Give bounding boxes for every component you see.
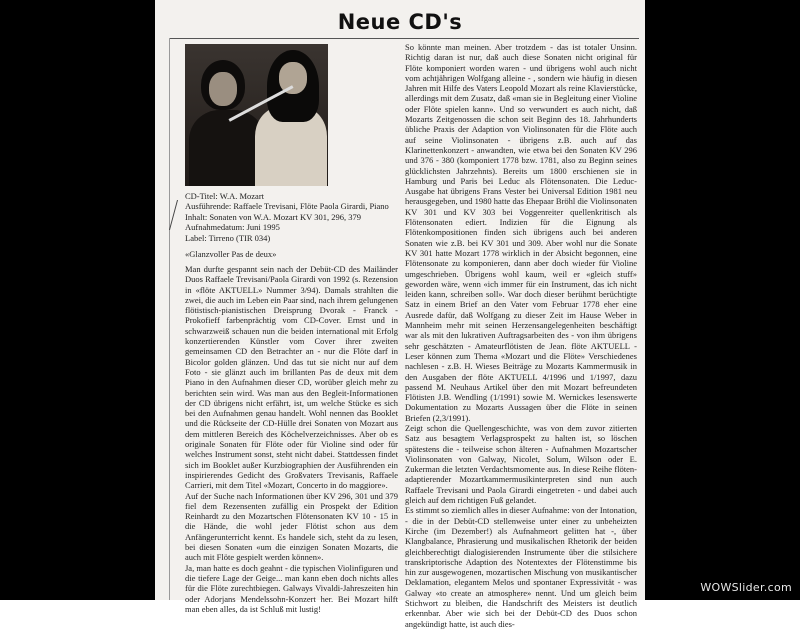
cd-performers-line: Ausführende: Raffaele Trevisani, Flöte Paola Girardi, Piano: [185, 201, 389, 212]
watermark: WOWSlider.com: [700, 581, 792, 594]
page-title: Neue CD's: [337, 10, 463, 34]
left-text-column: [185, 264, 398, 614]
left-margin-rule: [169, 38, 170, 600]
right-paragraph-1: So könnte man meinen. Aber trotzdem - das ist totaler Unsinn. Richtig daran ist nur, daß auch diese Sonaten nicht original für Flöte komponiert worden waren - und übrigens wohl auch nicht vom achtjährigen Wolfgang alleine - , sondern wie häufig in diesen Jahren mit Hilfe des Vaters Leopold Mozart als reine Klavierstücke, allerdings mit dem Zusatz, daß «man sie in Begleitung einer Violine oder Flöte spielen kann». Und so verwundert es auch nicht, daß Mozarts Zeitgenossen die schon seit Beginn des 18. Jahrhunderts übliche Praxis der Adaption von Violinsonaten für die Flöte auch auf seine Violinsonaten - übrigens z.B. auch auf das Klarinettenkonzert - anwandten, wie etwa bei den Sonaten KV 296 und 376 - 380 (komponiert 1778 bzw. 1781, also zu Beginn seines glücklichsten Jahrzehnts). Bereits um 1800 erschienen sie in Hamburg und Paris bei Leduc als Flötensonaten. Die Leduc-Ausgabe hat übrigens Frans Vester bei Universal Edition 1981 neu herausgegeben, und 1980 hatte das Ehepaar Bröhl die Violinsonaten KV 301 und KV 303 bei Voggenreiter quellenkritisch als Flötensonaten ediert. Indizien für die Eignung als Flötenkompositionen finden sich übrigens auch bei anderen Sonaten wie z.B. bei KV 301 und 309. Aber wohl nur die Sonate KV 301 hatte Mozart 1778 wirklich in der Absicht begonnen, eine Flötensonate zu komponieren, dann aber doch wieder für Violine umgeschrieben. Übrigens wohl kaum, weil er «gleich stuff» geworden wäre, wenn «ich immer für ein Instrument, das ich nicht leiden kann, schreiben soll». War doch dieser berühmt berüchtigte Satz in einem Brief an den Vater vom Februar 1778 eher eine Ausrede dafür, daß Wolfgang zu dieser Zeit im Hause Weber in Mannheim mehr mit seinen Herzensangelegenheiten beschäftigt war als mit den lukrativen Auftragsarbeiten des - von ihm übrigens sehr geschätzten - Amateurflötisten de Jean. flöte AKTUELL - Leser können zum Thema «Mozart und die Flöte» Verschiedenes nachlesen - z.B. H. Wieses Beiträge zu Mozarts Kammermusik in den Ausgaben der flöte AKTUELL 4/1996 und 1/1997, dazu passend M. Neuhaus Artikel über den mit Mozart befreundeten Flötisten J.B. Wendling (1/1991) sowie M. Wernickes lesenswerte Dokumentation zu Mozarts Aussagen über die Flöte in seinen Briefen (2,3/1991).: [405, 42, 637, 423]
cd-title-line: CD-Titel: W.A. Mozart: [185, 191, 265, 201]
performers-photo: [185, 44, 328, 186]
cd-recording-date-line: Aufnahmedatum: Juni 1995: [185, 222, 280, 233]
flutist-face: [209, 72, 237, 106]
cd-info-block: [185, 191, 405, 243]
flutist-body: [189, 110, 265, 186]
right-black-margin: [645, 0, 800, 600]
left-paragraph-1: Man durfte gespannt sein nach der Debüt-CD des Mailänder Duos Raffaele Trevisani/Paola Girardi von 1992 (s. Rezension in «flöte AKTUELL» Nummer 3/94). Damals strahlten die zwei, die auch im Leben ein Paar sind, nach ihrem gelungenen flötistisch-pianistischen Dreisprung Dvorak - Franck - Prokofieff farbenprächtig vom CD-Cover. Ernst und in schwarzweiß schauen nun die beiden international mit Erfolg konzertierenden Künstler vom Cover ihrer zweiten gemeinsamen CD den Betrachter an - nur die Flöte darf in Bicolor golden glänzen. Und das tut sie nicht nur auf dem Foto - sie glänzt auch im brillanten Pas de deux mit dem Piano in den Aufnahmen dieser CD, worüber gleich mehr zu berichten sein wird. Was man aus den Begleit-Informationen der CD übrigens nicht erfährt, ist, um welche Stücke es sich bei den Aufnahmen genau handelt. Wohl nennen das Booklet und die Rückseite der CD-Hülle drei Sonaten von Mozart aus dem mittleren Bereich des Köchelverzeichnisses. Aber ob es originale Sonaten für Flöte oder für Violine sind oder für welches Instrument sonst, steht nicht dabei. Stattdessen findet sich im Booklet außer Kurzbiographien der Ausführenden ein inspirierendes Gedicht des Großvaters Trevisanis, Raffaele Carrieri, mit dem Titel «Mozart, Concerto in do maggiore».: [185, 264, 398, 491]
review-motto: «Glanzvoller Pas de deux»: [185, 249, 277, 259]
title-rule: [169, 38, 639, 39]
left-paragraph-2: Auf der Suche nach Informationen über KV 296, 301 und 379 fiel dem Rezensenten zufällig ein Prospekt der Edition Reinhardt zu den Mozartschen Flötensonaten KV 10 - 15 in die Hände, die wohl jeder Flötist schon aus dem Anfängerunterricht kennt. Es handele sich, steht da zu lesen, bei diesen Sonaten «um die einzigen Sonaten Mozarts, die auch mit Flöte gespielt werden können».: [185, 490, 398, 563]
right-paragraph-2: Zeigt schon die Quellengeschichte, was von dem zuvor zitierten Satz aus besagtem Verlagsprospekt zu halten ist, so löschen spätestens die - teilweise schon älteren - Aufnahmen Mozartscher Violinsonaten von Galway, Nicolet, Solum, Wilson oder E. Zukerman die letzten Verdachtsmomente aus. In diese Reihe flöten-adaptierender Mozartkammermusikinterpreten sind nun auch Raffaele Trevisani und Paola Girardi eingetreten - und dabei auch gleich auf dem richtigen Fuß gelandet.: [405, 422, 637, 506]
left-black-margin: [0, 0, 155, 600]
cd-content-line: Inhalt: Sonaten von W.A. Mozart KV 301, 296, 379: [185, 211, 361, 222]
right-paragraph-3: Es stimmt so ziemlich alles in dieser Aufnahme: von der Intonation, - die in der Debüt-CD stellenweise unter einer zu unbeheizten Kirche (im Dezember!) als Aufnahmeort gelitten hat -, über Klangbalance, Phrasierung und musikalischen Rhetorik der beiden gleichberechtigt dialogisierenden Instrumente über die stilsichere transkriptorische Adaption des Notentextes der Flötenstimme bis hin zur ausgewogenen, mozartischen Mischung von musikantischer Deklamation, elegantem Melos und spontaner Expressivität - was Galway «to create an atmosphere» nennt. Und um gleich beim Stichwort zu bleiben, die Handschrift des Meisters ist deutlich erkennbar. Aber wie sich bei der Debüt-CD des Duos schon angekündigt hatte, ist auch dies-: [405, 505, 637, 629]
right-text-column: [405, 42, 637, 629]
scanned-page: [155, 0, 645, 629]
cd-label-line: Label: Tirreno (TIR 034): [185, 232, 271, 243]
left-paragraph-3: Ja, man hatte es doch geahnt - die typischen Violinfiguren und die tiefere Lage der Geige... man kann eben doch nichts alles für die Flöte zurechtbiegen. Galways Vivaldi-Jahreszeiten hin oder Adorjans Mendelssohn-Konzert her. Bei Mozart hilft man eben alles, da ist Schluß mit lustig!: [185, 562, 398, 614]
